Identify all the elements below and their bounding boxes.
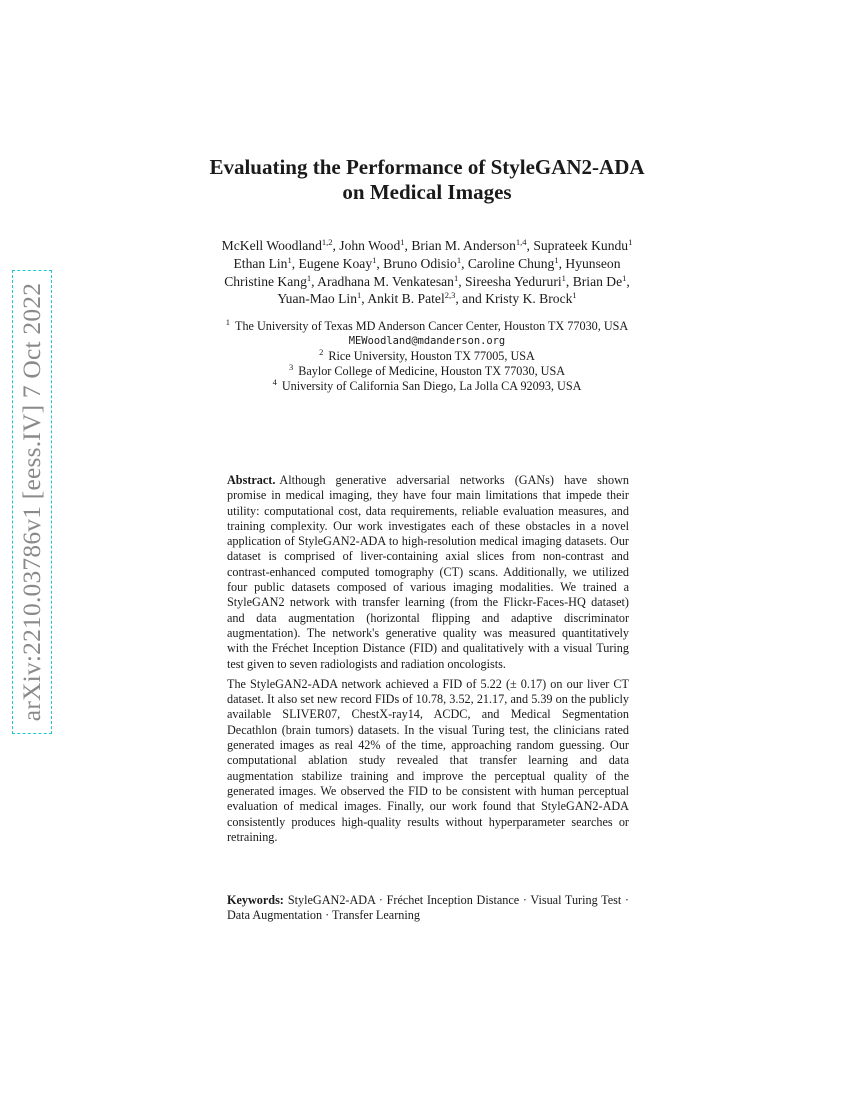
author-affiliation-marker: 1 [456,254,462,265]
author-list [140,237,714,308]
affiliation-1 [140,319,714,334]
affiliation-2 [140,349,714,364]
author-line-4 [140,290,714,308]
keywords-heading: Keywords: [227,893,284,907]
author-separator: , [361,291,368,307]
author-separator: , [565,273,573,289]
author-name: Brian M. Anderson [411,238,516,253]
author-affiliation-marker: 1 [372,254,377,265]
paper-title-line-2: on Medical Images [342,180,512,204]
affiliation-marker: 4 [272,377,277,387]
author-name: Hyunseon [565,255,621,271]
author-name: McKell Woodland [221,238,322,253]
author-affiliation-marker: 1 [287,254,292,265]
author-line-3 [140,273,714,291]
author-name: Suprateek Kundu [533,238,629,253]
author-separator: , [626,273,630,289]
paper-title [150,155,704,205]
author-separator: , [526,238,534,253]
author-name: Ankit B. Patel [367,291,445,307]
author-name: Kristy K. Brock [485,291,573,307]
author-name: Brian De [572,273,623,289]
author-name: Eugene Koay [298,255,373,271]
author-name: Caroline Chung [467,255,555,271]
arxiv-identifier-text: arXiv:2210.03786v1 [eess.IV] 7 Oct 2022 [17,282,46,722]
affiliation-text: The University of Texas MD Anderson Cancer Center, Houston TX 77030, USA [235,319,629,333]
affiliation-list [140,319,714,394]
author-affiliation-marker: 1 [306,272,312,283]
author-separator: , [558,255,566,271]
author-separator: , [404,238,412,253]
paper-title-line-1: Evaluating the Performance of StyleGAN2-ADA [209,155,645,179]
author-affiliation-marker: 1 [400,237,405,247]
author-affiliation-marker: 1 [572,290,577,301]
author-name: Ethan Lin [233,255,288,271]
author-affiliation-marker: 2,3 [444,290,456,301]
author-affiliation-marker: 1,4 [515,237,527,247]
corresponding-email[interactable]: MEWoodland@mdanderson.org [348,335,506,347]
affiliation-marker: 1 [225,317,230,327]
arxiv-identifier-stamp [12,270,52,734]
author-name: John Wood [339,238,401,253]
affiliation-text: Baylor College of Medicine, Houston TX 77030, USA [298,364,566,378]
keywords-section [227,893,629,924]
author-separator: , [311,273,318,289]
abstract-section [227,473,629,845]
affiliation-3 [140,364,714,379]
author-name: Sireesha Yedururi [465,273,562,289]
author-name: Bruno Odisio [383,255,457,271]
affiliation-text: University of California San Diego, La Jolla CA 92093, USA [281,379,582,393]
author-affiliation-marker: 1 [554,254,559,265]
author-name: Christine Kang [224,273,307,289]
author-affiliation-marker: 1 [628,237,633,247]
author-line-2 [140,255,714,273]
affiliation-4 [140,379,714,394]
abstract-heading: Abstract. [227,473,276,487]
author-separator: , [332,238,340,253]
author-separator: , [458,273,465,289]
author-separator: , [291,255,299,271]
affiliation-text: Rice University, Houston TX 77005, USA [328,349,535,363]
author-affiliation-marker: 1 [561,272,566,283]
author-line-1 [140,237,714,255]
affiliation-marker: 3 [288,362,294,372]
author-separator: , [461,255,468,271]
author-affiliation-marker: 1 [357,290,362,301]
author-affiliation-marker: 1 [453,272,459,283]
author-name: Yuan-Mao Lin [277,291,358,307]
author-affiliation-marker: 1,2 [321,237,333,247]
affiliation-marker: 2 [319,347,324,357]
author-separator: , [376,255,384,271]
abstract-paragraph-1-text: Although generative adversarial networks (GANs) have shown promise in medical imaging, they have four main limitations that impede their utility: computational cost, data requirements, reliable evaluation measures, and training complexity. Our work investigates each of these obstacles in a novel application of StyleGAN2-ADA to high-resolution medical imaging datasets. Our dataset is comprised of liver-containing axial slices from non-contrast and contrast-enhanced computed tomography (CT) scans. Additionally, we utilized four public datasets composed of various imaging modalities. We trained a StyleGAN2 network with transfer learning (from the Flickr-Faces-HQ dataset) and data augmentation (horizontal flipping and adaptive discriminator augmentation). The network's generative quality was measured quantitatively with the Fréchet Inception Distance (FID) and qualitatively with a visual Turing test given to seven radiologists and radiation oncologists. [227,473,629,671]
author-name: Aradhana M. Venkatesan [317,273,454,289]
abstract-paragraph-1 [227,473,629,672]
abstract-paragraph-2: The StyleGAN2-ADA network achieved a FID of 5.22 (± 0.17) on our liver CT dataset. It also set new record FIDs of 10.78, 3.52, 21.17, and 5.39 on the publicly available SLIVER07, ChestX-ray14, ACDC, and Medical Segmentation Decathlon (brain tumors) datasets. In the visual Turing test, the clinicians rated generated images as real 42% of the time, approaching random guessing. Our computational ablation study revealed that transfer learning and data augmentation stabilize training and improve the perceptual quality of the generated images. We observed the FID to be consistent with human perceptual evaluation of medical images. Finally, our work found that StyleGAN2-ADA consistently produces high-quality results without hyperparameter searches or retraining. [227,676,629,844]
keywords-text: StyleGAN2-ADA · Fréchet Inception Distance · Visual Turing Test · Data Augmentation · Transfer Learning [227,893,629,923]
author-separator: , and [455,291,486,307]
author-affiliation-marker: 1 [622,272,627,283]
